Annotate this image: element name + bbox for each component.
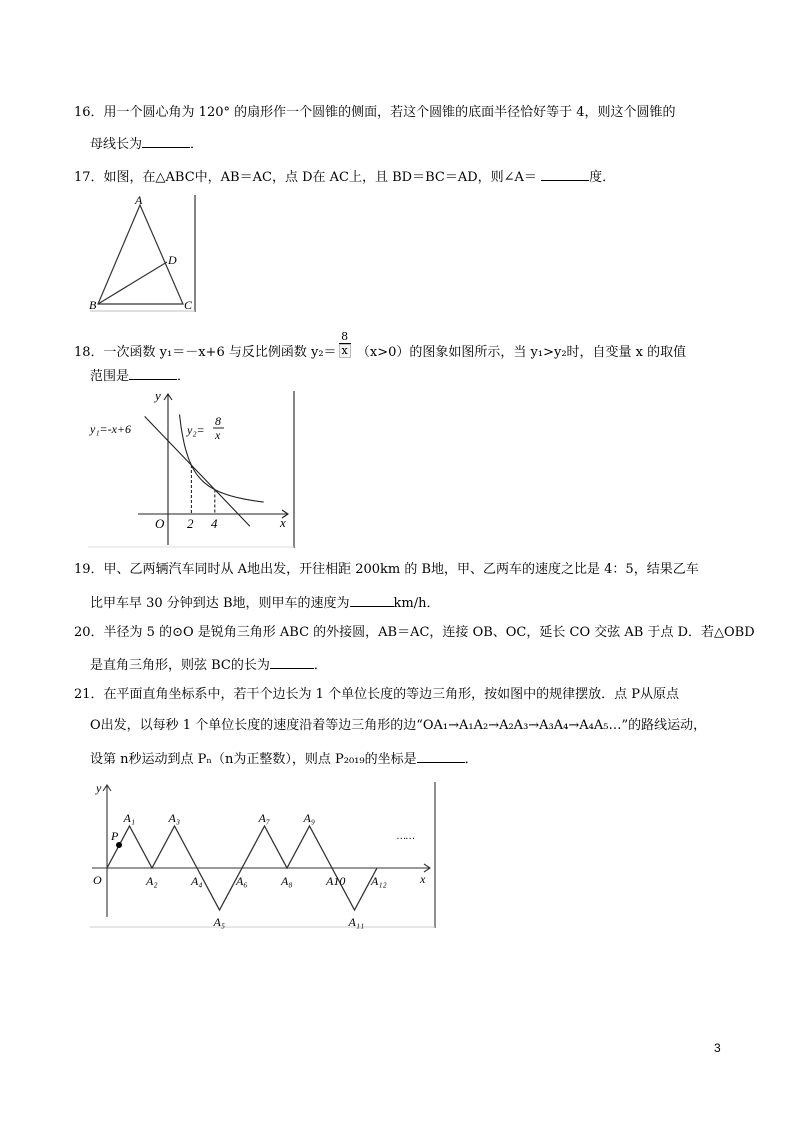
origin-label: O: [93, 873, 102, 887]
label-a: A: [135, 193, 143, 207]
vertex-label-a3: A₃: [168, 811, 181, 825]
vertex-label-a8: A₈: [281, 874, 293, 888]
label-c: C: [184, 298, 193, 312]
vertex-label-a4: A₄: [191, 874, 203, 888]
q20-text: 是直角三角形，则弦 BC的长为: [90, 658, 270, 673]
vertex-label-a6: A₆: [236, 874, 248, 888]
q16-line1: 16．用一个圆心角为 120° 的扇形作一个圆锥的侧面，若这个圆锥的底面半径恰好等于 4，则这个圆锥的: [74, 105, 676, 120]
curve-label-numerator: 8: [215, 414, 221, 428]
vertex-label-a7: A₇: [258, 811, 271, 825]
y-axis-label: y: [96, 781, 102, 795]
vertex-label-a11: A₁₁: [348, 915, 365, 929]
q19-end: km/h．: [393, 596, 440, 611]
ellipsis: ……: [397, 831, 415, 842]
x-axis-label: x: [280, 515, 286, 530]
q18-text-2: （x>0）的图象如图所示，当 y₁>y₂时，自变量 x 的取值: [356, 345, 687, 360]
q18-end: ．: [177, 369, 191, 384]
q18-text-3: 范围是: [90, 369, 130, 384]
q19-text: 比甲车早 30 分钟到达 B地，则甲车的速度为: [90, 596, 350, 611]
label-p: P: [111, 829, 119, 843]
q16-end: ．: [190, 137, 204, 152]
q21-end: ．: [464, 752, 478, 767]
vertex-label-a1: A₁: [123, 811, 136, 825]
q16-text: 母线长为: [90, 137, 143, 152]
origin-label: O: [155, 516, 165, 531]
q20-end: ．: [313, 658, 327, 673]
label-d: D: [168, 253, 177, 267]
page-number: 3: [714, 1041, 721, 1055]
q17-end: 度．: [589, 170, 616, 185]
x-axis-label: x: [420, 872, 426, 886]
vertex-label-a2: A₂: [146, 874, 158, 888]
vertex-label-a12: A₁₂: [371, 874, 387, 888]
curve-label-denominator: x: [215, 428, 221, 442]
vertex-label-a5: A₅: [213, 915, 226, 929]
vertex-label-a10: A10: [326, 874, 346, 888]
fraction-denominator: x: [339, 344, 351, 358]
q21-line2: O出发，以每秒 1 个单位长度的速度沿着等边三角形的边“OA₁→A₁A₂→A₂A₃→A₃A₄→A₄A₅…”的路线运动，: [90, 718, 707, 733]
q21-line1: 21．在平面直角坐标系中，若干个边长为 1 个单位长度的等边三角形，按如图中的规律摆放．点 P从原点: [74, 687, 679, 702]
label-b: B: [89, 298, 97, 312]
y-axis-label: y: [155, 388, 161, 403]
q20-line1: 20．半径为 5 的⊙O 是锐角三角形 ABC 的外接圆，AB＝AC，连接 OB、OC，延长 CO 交弦 AB 于点 D．若△OBD: [74, 625, 755, 640]
q17-text: 17．如图，在△ABC中，AB＝AC，点 D在 AC上，且 BD＝BC＝AD，则∠A＝: [74, 170, 537, 185]
line-label: y₁=-x+6: [90, 422, 132, 436]
curve-label: y₂=: [187, 423, 205, 437]
tick-label-4: 4: [211, 516, 218, 531]
q18-text-1: 18．一次函数 y₁＝－x+6 与反比例函数 y₂＝: [74, 345, 337, 360]
q21-text: 设第 n秒运动到点 Pₙ（n为正整数），则点 P₂₀₁₉的坐标是: [90, 752, 417, 767]
vertex-label-a9: A₉: [303, 811, 316, 825]
tick-label-2: 2: [187, 516, 194, 531]
fraction-numerator: 8: [339, 331, 351, 344]
q19-line1: 19．甲、乙两辆汽车同时从 A地出发，开往相距 200km 的 B地，甲、乙两车的速度之比是 4：5，结果乙车: [74, 562, 699, 577]
